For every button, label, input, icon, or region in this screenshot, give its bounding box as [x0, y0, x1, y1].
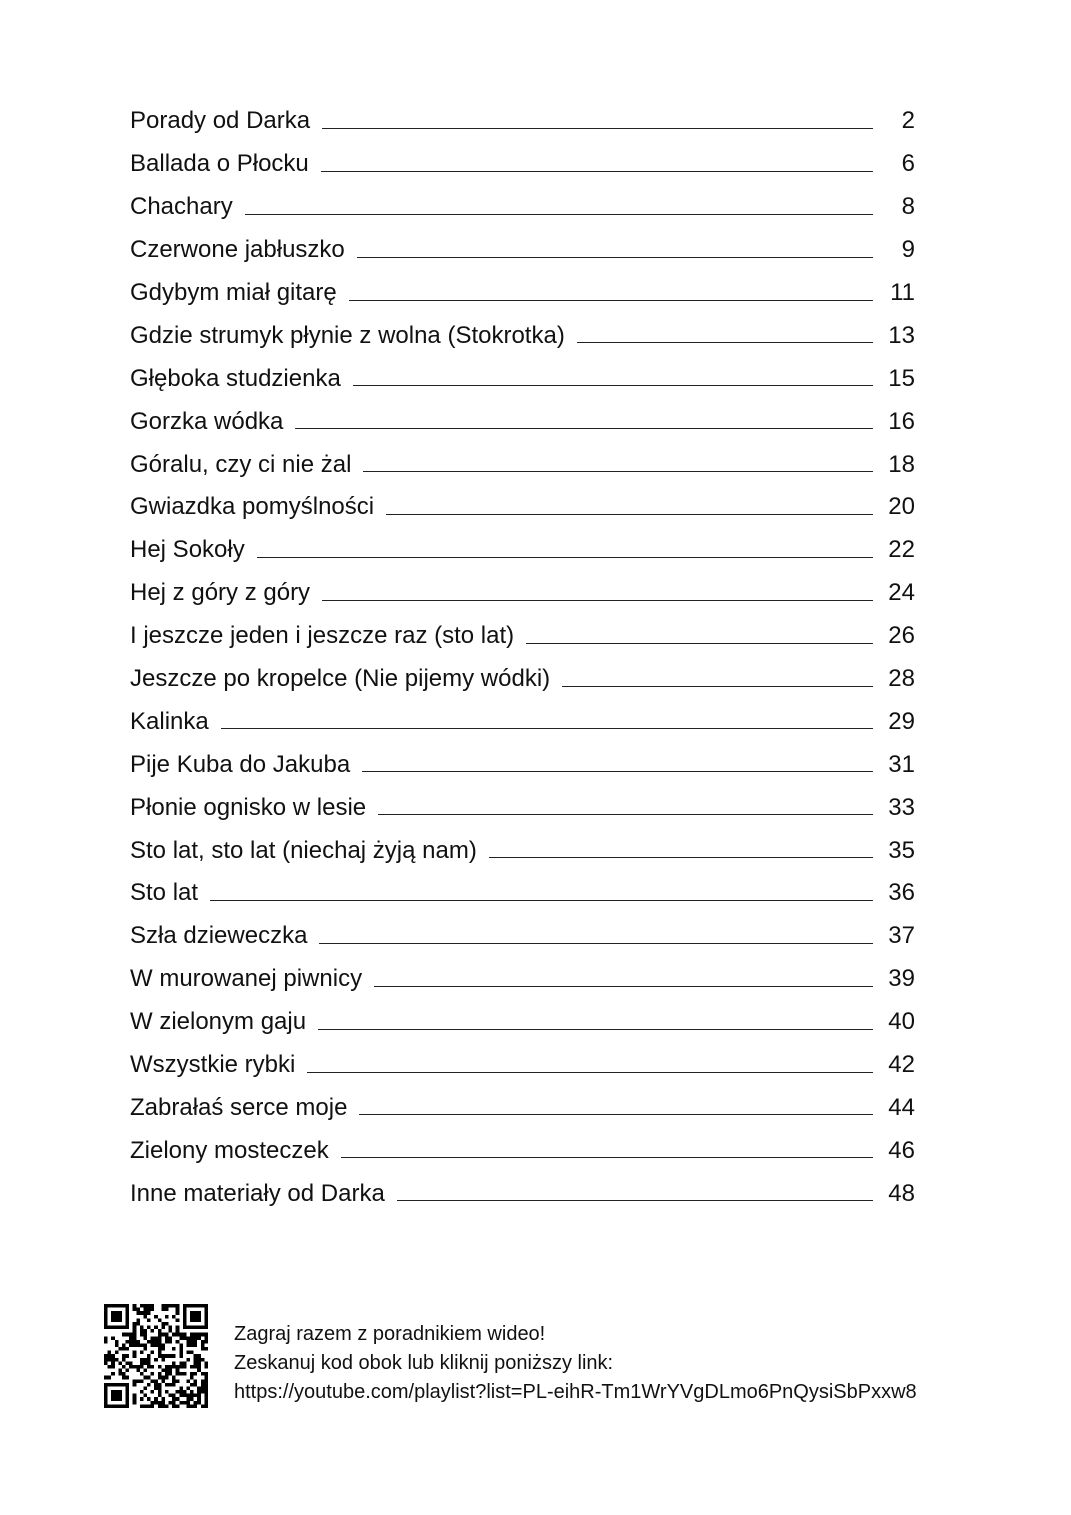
toc-entry-page: 2	[901, 107, 915, 135]
toc-entry-title: Góralu, czy ci nie żal	[130, 450, 352, 478]
toc-entry-title: Ballada o Płocku	[130, 150, 309, 178]
toc-leader-line	[562, 686, 873, 687]
toc-entry-page: 31	[888, 750, 915, 778]
toc-entry-title: Pije Kuba do Jakuba	[130, 750, 351, 778]
toc-entry-page: 13	[888, 321, 915, 349]
toc-entry-title: Jeszcze po kropelce (Nie pijemy wódki)	[130, 665, 551, 693]
toc-leader-line	[322, 600, 873, 601]
toc-leader-line	[359, 1114, 873, 1115]
qr-code-icon[interactable]	[104, 1304, 208, 1408]
toc-entry[interactable]	[130, 915, 915, 958]
toc-entry-title: Gdzie strumyk płynie z wolna (Stokrotka)	[130, 321, 565, 349]
toc-entry-title: Hej z góry z góry	[130, 579, 311, 607]
toc-leader-line	[307, 1072, 873, 1073]
toc-entry-page: 35	[888, 836, 915, 864]
toc-entry[interactable]	[130, 572, 915, 615]
toc-entry-title: W zielonym gaju	[130, 1008, 307, 1036]
toc-entry-title: Kalinka	[130, 707, 209, 735]
toc-leader-line	[210, 900, 873, 901]
toc-leader-line	[322, 128, 873, 129]
toc-entry-page: 42	[888, 1051, 915, 1079]
toc-entry-title: Zabrałaś serce moje	[130, 1093, 348, 1121]
toc-entry-title: Szła dzieweczka	[130, 922, 308, 950]
toc-leader-line	[353, 385, 873, 386]
toc-entry-title: Inne materiały od Darka	[130, 1179, 385, 1207]
toc-entry-page: 37	[888, 922, 915, 950]
toc-entry-page: 46	[888, 1136, 915, 1164]
toc-entry[interactable]	[130, 529, 915, 572]
toc-entry-page: 11	[890, 279, 915, 306]
toc-entry-title: Porady od Darka	[130, 107, 311, 135]
toc-entry-page: 20	[888, 493, 915, 521]
toc-entry[interactable]	[130, 1044, 915, 1087]
toc-entry-page: 26	[888, 622, 915, 650]
toc-entry-page: 44	[888, 1093, 915, 1121]
video-guide-section	[104, 1304, 1004, 1414]
toc-entry-title: Hej Sokoły	[130, 536, 245, 564]
video-guide-heading: Zagraj razem z poradnikiem wideo!	[234, 1323, 546, 1345]
toc-entry-title: Czerwone jabłuszko	[130, 236, 345, 264]
toc-entry-page: 36	[888, 879, 915, 907]
toc-entry-title: Zielony mosteczek	[130, 1136, 329, 1164]
toc-entry-title: Gwiazdka pomyślności	[130, 493, 375, 521]
table-of-contents	[130, 100, 915, 1215]
toc-leader-line	[374, 986, 873, 987]
video-guide-text	[234, 1320, 917, 1407]
toc-entry[interactable]	[130, 743, 915, 786]
toc-entry[interactable]	[130, 1001, 915, 1044]
toc-entry[interactable]	[130, 872, 915, 915]
toc-entry[interactable]	[130, 829, 915, 872]
toc-leader-line	[245, 214, 873, 215]
toc-leader-line	[349, 300, 873, 301]
toc-entry-page: 18	[888, 450, 915, 478]
toc-entry-title: Sto lat, sto lat (niechaj żyją nam)	[130, 836, 477, 864]
toc-entry-page: 48	[888, 1179, 915, 1207]
toc-leader-line	[489, 857, 873, 858]
toc-entry-title: Wszystkie rybki	[130, 1051, 296, 1079]
toc-entry[interactable]	[130, 958, 915, 1001]
toc-entry-page: 39	[888, 965, 915, 993]
toc-entry[interactable]	[130, 186, 915, 229]
toc-entry-title: W murowanej piwnicy	[130, 965, 363, 993]
toc-entry[interactable]	[130, 272, 915, 315]
toc-entry-title: Sto lat	[130, 879, 199, 907]
toc-entry-page: 33	[888, 793, 915, 821]
toc-leader-line	[318, 1029, 873, 1030]
video-guide-instruction: Zeskanuj kod obok lub kliknij poniższy link:	[234, 1352, 614, 1374]
toc-entry-page: 8	[901, 193, 915, 221]
toc-leader-line	[319, 943, 873, 944]
playlist-link[interactable]: https://youtube.com/playlist?list=PL-eihR-Tm1WrYVgDLmo6PnQysiSbPxxw8	[234, 1381, 917, 1403]
toc-leader-line	[526, 643, 873, 644]
toc-entry[interactable]	[130, 1172, 915, 1215]
toc-leader-line	[295, 428, 873, 429]
toc-leader-line	[378, 814, 873, 815]
toc-leader-line	[397, 1200, 873, 1201]
toc-leader-line	[386, 514, 873, 515]
toc-entry-page: 9	[901, 236, 915, 264]
toc-entry[interactable]	[130, 615, 915, 658]
toc-leader-line	[341, 1157, 873, 1158]
toc-entry-page: 24	[888, 579, 915, 607]
toc-leader-line	[321, 171, 873, 172]
toc-leader-line	[357, 257, 873, 258]
toc-entry[interactable]	[130, 1129, 915, 1172]
toc-entry[interactable]	[130, 658, 915, 701]
toc-entry-title: Gdybym miał gitarę	[130, 279, 337, 306]
toc-leader-line	[257, 557, 873, 558]
toc-leader-line	[362, 771, 873, 772]
toc-entry-page: 28	[888, 665, 915, 693]
toc-entry-title: I jeszcze jeden i jeszcze raz (sto lat)	[130, 622, 515, 650]
toc-entry-title: Płonie ognisko w lesie	[130, 793, 367, 821]
toc-entry[interactable]	[130, 700, 915, 743]
toc-entry[interactable]	[130, 786, 915, 829]
toc-entry[interactable]	[130, 143, 915, 186]
toc-entry[interactable]	[130, 443, 915, 486]
toc-entry-title: Głęboka studzienka	[130, 364, 341, 392]
toc-entry-page: 6	[901, 150, 915, 178]
toc-entry[interactable]	[130, 400, 915, 443]
toc-entry-page: 22	[888, 536, 915, 564]
toc-leader-line	[577, 342, 873, 343]
toc-entry-page: 16	[888, 407, 915, 435]
toc-entry[interactable]	[130, 229, 915, 272]
toc-entry[interactable]	[130, 314, 915, 357]
toc-entry-page: 40	[888, 1008, 915, 1036]
toc-entry-page: 15	[888, 364, 915, 392]
toc-entry[interactable]	[130, 100, 915, 143]
toc-leader-line	[221, 728, 873, 729]
toc-leader-line	[363, 471, 873, 472]
toc-entry-title: Gorzka wódka	[130, 407, 284, 435]
toc-entry[interactable]	[130, 357, 915, 400]
toc-entry[interactable]	[130, 1086, 915, 1129]
toc-entry-title: Chachary	[130, 193, 233, 221]
toc-entry-page: 29	[888, 707, 915, 735]
toc-entry[interactable]	[130, 486, 915, 529]
